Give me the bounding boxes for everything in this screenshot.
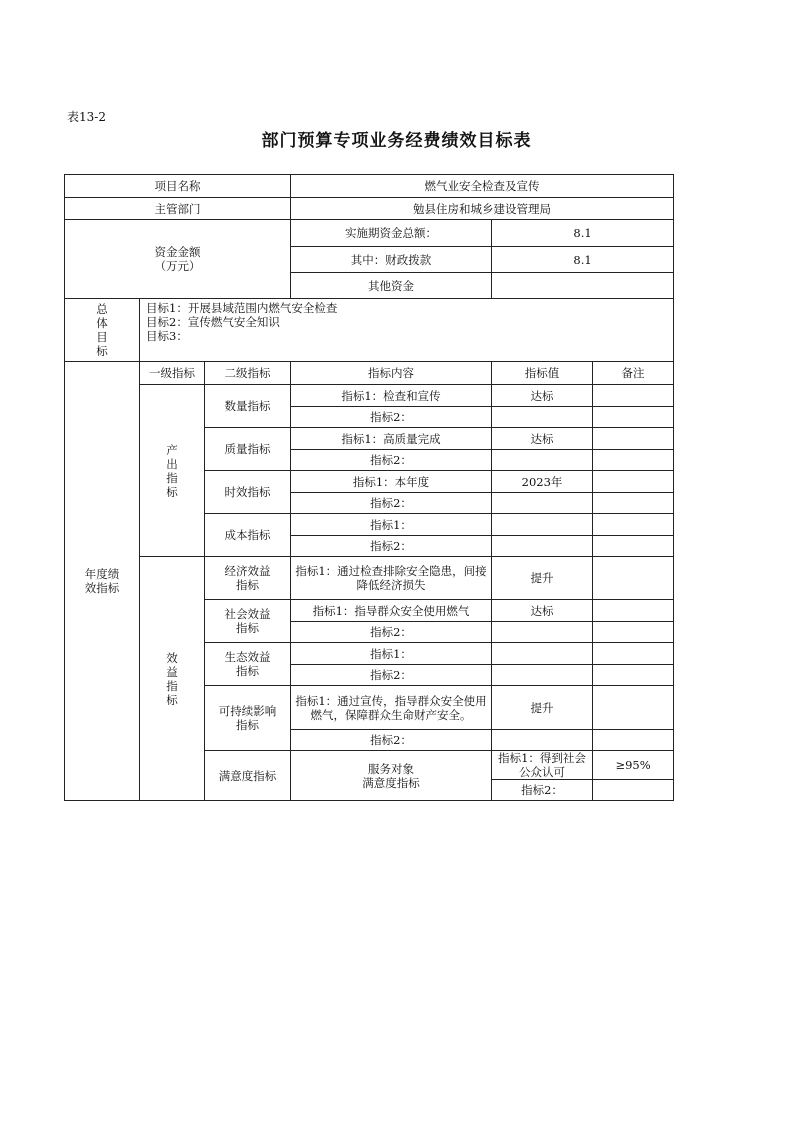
quality-label: 质量指标 bbox=[205, 428, 291, 471]
department-value: 勉县住房和城乡建设管理局 bbox=[291, 198, 674, 220]
timeliness-value-1: 2023年 bbox=[492, 471, 593, 493]
department-row bbox=[65, 198, 674, 220]
quantity-indicator-2: 指标2： bbox=[291, 407, 492, 428]
quality-note-1 bbox=[593, 428, 674, 450]
satisfaction-label: 满意度指标 bbox=[205, 751, 291, 801]
funds-other-value bbox=[492, 273, 674, 299]
funds-fiscal-value: 8.1 bbox=[492, 247, 674, 273]
satisfaction-sub-label: 服务对象 满意度指标 bbox=[291, 751, 492, 801]
timeliness-indicator-2: 指标2： bbox=[291, 493, 492, 514]
social-note-2 bbox=[593, 622, 674, 643]
cost-note-1 bbox=[593, 514, 674, 536]
quantity-value-1: 达标 bbox=[492, 385, 593, 407]
ecological-value-2 bbox=[492, 665, 593, 686]
sustainable-label: 可持续影响 指标 bbox=[205, 686, 291, 751]
economic-indicator-1: 指标1：通过检查排除安全隐患，间接降低经济损失 bbox=[291, 557, 492, 600]
cost-note-2 bbox=[593, 536, 674, 557]
annual-label: 年度绩效指标 bbox=[65, 362, 140, 801]
sustainable-indicator-2: 指标2： bbox=[291, 730, 492, 751]
table-row bbox=[65, 385, 674, 407]
indicator-header-row bbox=[65, 362, 674, 385]
satisfaction-value-1: ≥95% bbox=[593, 751, 674, 780]
funds-label bbox=[65, 220, 291, 299]
ecological-indicator-1: 指标1： bbox=[291, 643, 492, 665]
benefit-label: 效益指标 bbox=[140, 557, 205, 801]
cost-indicator-2: 指标2： bbox=[291, 536, 492, 557]
social-label: 社会效益 指标 bbox=[205, 600, 291, 643]
header-level1: 一级指标 bbox=[140, 362, 205, 385]
funds-label-line2: （万元） bbox=[154, 259, 201, 273]
sustainable-indicator-1: 指标1：通过宣传，指导群众安全使用燃气，保障群众生命财产安全。 bbox=[291, 686, 492, 730]
funds-label-line1: 资金金额 bbox=[154, 245, 201, 259]
economic-note-1 bbox=[593, 557, 674, 600]
project-name-label: 项目名称 bbox=[65, 175, 291, 198]
project-name-value: 燃气业安全检查及宣传 bbox=[291, 175, 674, 198]
sustainable-note-1 bbox=[593, 686, 674, 730]
timeliness-indicator-1: 指标1：本年度 bbox=[291, 471, 492, 493]
quality-indicator-1: 指标1：高质量完成 bbox=[291, 428, 492, 450]
ecological-note-2 bbox=[593, 665, 674, 686]
page-title: 部门预算专项业务经费绩效目标表 bbox=[261, 131, 532, 151]
cost-label: 成本指标 bbox=[205, 514, 291, 557]
quantity-indicator-1: 指标1：检查和宣传 bbox=[291, 385, 492, 407]
ecological-note-1 bbox=[593, 643, 674, 665]
satisfaction-value-2 bbox=[593, 780, 674, 801]
sustainable-value-2 bbox=[492, 730, 593, 751]
social-value-2 bbox=[492, 622, 593, 643]
quantity-note-2 bbox=[593, 407, 674, 428]
performance-table bbox=[64, 174, 674, 801]
funds-other-label: 其他资金 bbox=[291, 273, 492, 299]
funds-total-label: 实施期资金总额： bbox=[291, 220, 492, 247]
timeliness-label: 时效指标 bbox=[205, 471, 291, 514]
header-note: 备注 bbox=[593, 362, 674, 385]
goals-row bbox=[65, 299, 674, 362]
goal-item-3: 目标3： bbox=[146, 329, 188, 343]
quality-value-2 bbox=[492, 450, 593, 471]
sustainable-note-2 bbox=[593, 730, 674, 751]
funds-total-row bbox=[65, 220, 674, 247]
goals-label: 总体目标 bbox=[65, 299, 140, 362]
goals-list bbox=[140, 299, 674, 362]
table-row bbox=[65, 557, 674, 600]
satisfaction-indicator-1: 指标1：得到社会公众认可 bbox=[492, 751, 593, 780]
goal-item-2: 目标2：宣传燃气安全知识 bbox=[146, 315, 280, 329]
quantity-label: 数量指标 bbox=[205, 385, 291, 428]
timeliness-note-2 bbox=[593, 493, 674, 514]
project-name-row bbox=[65, 175, 674, 198]
goal-item-1: 目标1：开展县域范围内燃气安全检查 bbox=[146, 301, 338, 315]
department-label: 主管部门 bbox=[65, 198, 291, 220]
ecological-indicator-2: 指标2： bbox=[291, 665, 492, 686]
funds-total-value: 8.1 bbox=[492, 220, 674, 247]
quality-indicator-2: 指标2： bbox=[291, 450, 492, 471]
header-level2: 二级指标 bbox=[205, 362, 291, 385]
quality-note-2 bbox=[593, 450, 674, 471]
table-number: 表13-2 bbox=[67, 110, 106, 124]
quantity-value-2 bbox=[492, 407, 593, 428]
social-indicator-2: 指标2： bbox=[291, 622, 492, 643]
header-value: 指标值 bbox=[492, 362, 593, 385]
sustainable-value-1: 提升 bbox=[492, 686, 593, 730]
satisfaction-indicator-2: 指标2： bbox=[492, 780, 593, 801]
timeliness-note-1 bbox=[593, 471, 674, 493]
cost-indicator-1: 指标1： bbox=[291, 514, 492, 536]
economic-label: 经济效益 指标 bbox=[205, 557, 291, 600]
economic-value-1: 提升 bbox=[492, 557, 593, 600]
cost-value-2 bbox=[492, 536, 593, 557]
ecological-label: 生态效益 指标 bbox=[205, 643, 291, 686]
social-value-1: 达标 bbox=[492, 600, 593, 622]
output-label: 产出指标 bbox=[140, 385, 205, 557]
social-note-1 bbox=[593, 600, 674, 622]
ecological-value-1 bbox=[492, 643, 593, 665]
header-content: 指标内容 bbox=[291, 362, 492, 385]
funds-fiscal-label: 其中：财政拨款 bbox=[291, 247, 492, 273]
quality-value-1: 达标 bbox=[492, 428, 593, 450]
quantity-note-1 bbox=[593, 385, 674, 407]
social-indicator-1: 指标1：指导群众安全使用燃气 bbox=[291, 600, 492, 622]
cost-value-1 bbox=[492, 514, 593, 536]
timeliness-value-2 bbox=[492, 493, 593, 514]
